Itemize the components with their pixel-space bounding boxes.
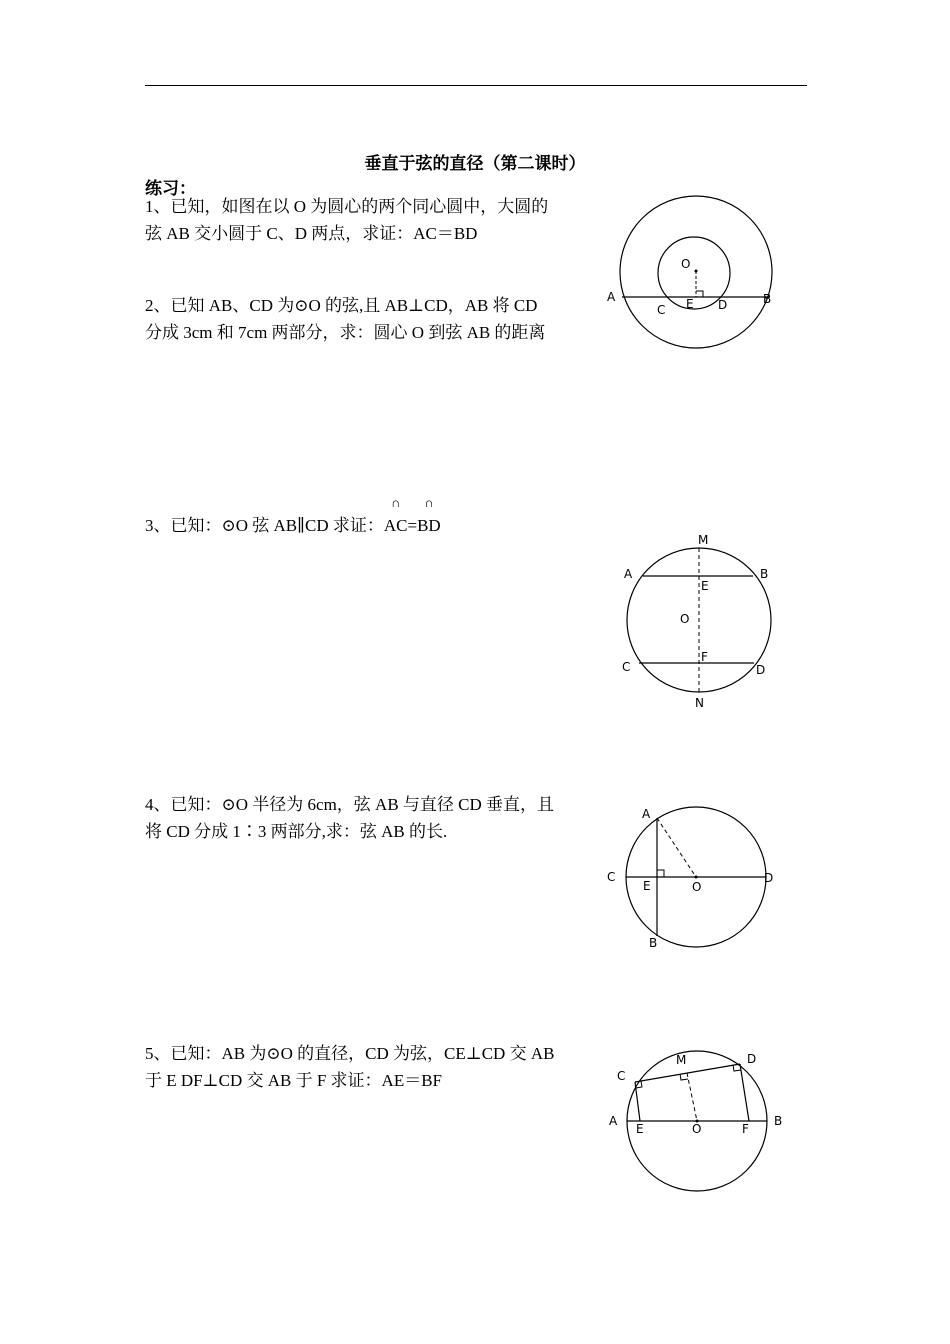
header-rule xyxy=(145,85,807,86)
problem-2-line-1: 2、已知 AB、CD 为⊙O 的弦,且 AB⊥CD，AB 将 CD xyxy=(145,296,538,315)
figure-3-parallel-chords xyxy=(610,528,790,713)
fig4-label-o: O xyxy=(692,880,702,894)
problem-4-line-2: 将 CD 分成 1∶3 两部分,求：弦 AB 的长. xyxy=(145,822,448,841)
problem-4 xyxy=(145,791,595,845)
problem-1-line-2: 弦 AB 交小圆于 C、D 两点，求证：AC＝BD xyxy=(145,224,478,243)
fig5-perpendicular-om xyxy=(687,1073,697,1121)
fig1-right-angle-mark xyxy=(696,291,703,297)
fig1-label-o: O xyxy=(681,257,691,271)
fig3-label-a: A xyxy=(624,567,633,581)
fig3-label-e: E xyxy=(701,579,709,593)
fig1-label-b: B xyxy=(763,292,772,306)
fig5-label-m: M xyxy=(676,1053,687,1067)
fig1-label-d: D xyxy=(718,298,728,312)
problem-3 xyxy=(145,495,595,539)
problem-1 xyxy=(145,193,595,247)
fig5-right-angle-m xyxy=(680,1074,688,1080)
problem-4-line-1: 4、已知：⊙O 半径为 6cm，弦 AB 与直径 CD 垂直，且 xyxy=(145,795,555,814)
fig4-center-point xyxy=(695,876,698,879)
arc-bd xyxy=(417,495,441,539)
fig3-label-o: O xyxy=(680,612,690,626)
problem-2 xyxy=(145,292,595,346)
fig4-radius-oa xyxy=(657,818,696,877)
arc-equals: = xyxy=(407,516,418,535)
fig1-label-a: A xyxy=(607,290,616,304)
fig5-label-f: F xyxy=(742,1122,749,1136)
figure-4-chord-diameter xyxy=(600,800,790,955)
fig5-label-a: A xyxy=(609,1114,618,1128)
fig5-label-o: O xyxy=(692,1122,702,1136)
fig5-label-c: C xyxy=(617,1069,626,1083)
arc-ac-mark: ∩ xyxy=(390,495,401,510)
arc-ac xyxy=(383,495,408,539)
fig4-label-d: D xyxy=(764,871,774,885)
page-title: 垂直于弦的直径（第二课时） xyxy=(364,154,586,174)
fig1-center-point xyxy=(695,270,698,273)
fig4-label-c: C xyxy=(607,870,616,884)
fig5-label-b: B xyxy=(774,1114,783,1128)
fig3-label-c: C xyxy=(622,660,631,674)
problem-5-line-1: 5、已知：AB 为⊙O 的直径，CD 为弦，CE⊥CD 交 AB xyxy=(145,1044,555,1063)
fig3-label-n: N xyxy=(695,696,704,710)
fig4-label-e: E xyxy=(643,879,651,893)
section-label: 练习： xyxy=(145,179,196,199)
fig1-label-c: C xyxy=(657,303,666,317)
problem-5 xyxy=(145,1040,595,1094)
arc-bd-label: BD xyxy=(417,516,441,535)
fig1-label-e: E xyxy=(686,297,694,311)
figure-5-diameter-perpendiculars xyxy=(600,1040,795,1195)
fig3-label-d: D xyxy=(756,663,766,677)
arc-ac-label: AC xyxy=(383,516,408,535)
fig4-label-a: A xyxy=(642,807,651,821)
fig3-label-f: F xyxy=(701,650,708,664)
problem-3-prefix: 3、已知：⊙O 弦 AB∥CD 求证： xyxy=(145,516,384,535)
fig5-label-e: E xyxy=(636,1122,644,1136)
problem-5-line-2: 于 E DF⊥CD 交 AB 于 F 求证：AE＝BF xyxy=(145,1071,442,1090)
fig4-label-b: B xyxy=(649,936,658,950)
fig5-label-d: D xyxy=(747,1052,757,1066)
arc-bd-mark: ∩ xyxy=(424,495,434,510)
figure-1-concentric-circles xyxy=(600,190,800,360)
fig4-right-angle-mark xyxy=(657,870,664,877)
problem-2-line-2: 分成 3cm 和 7cm 两部分，求：圆心 O 到弦 AB 的距离 xyxy=(145,323,546,342)
fig3-label-b: B xyxy=(760,567,769,581)
fig3-label-m: M xyxy=(698,533,709,547)
problem-1-line-1: 1、已知，如图在以 O 为圆心的两个同心圆中，大圆的 xyxy=(145,197,549,216)
